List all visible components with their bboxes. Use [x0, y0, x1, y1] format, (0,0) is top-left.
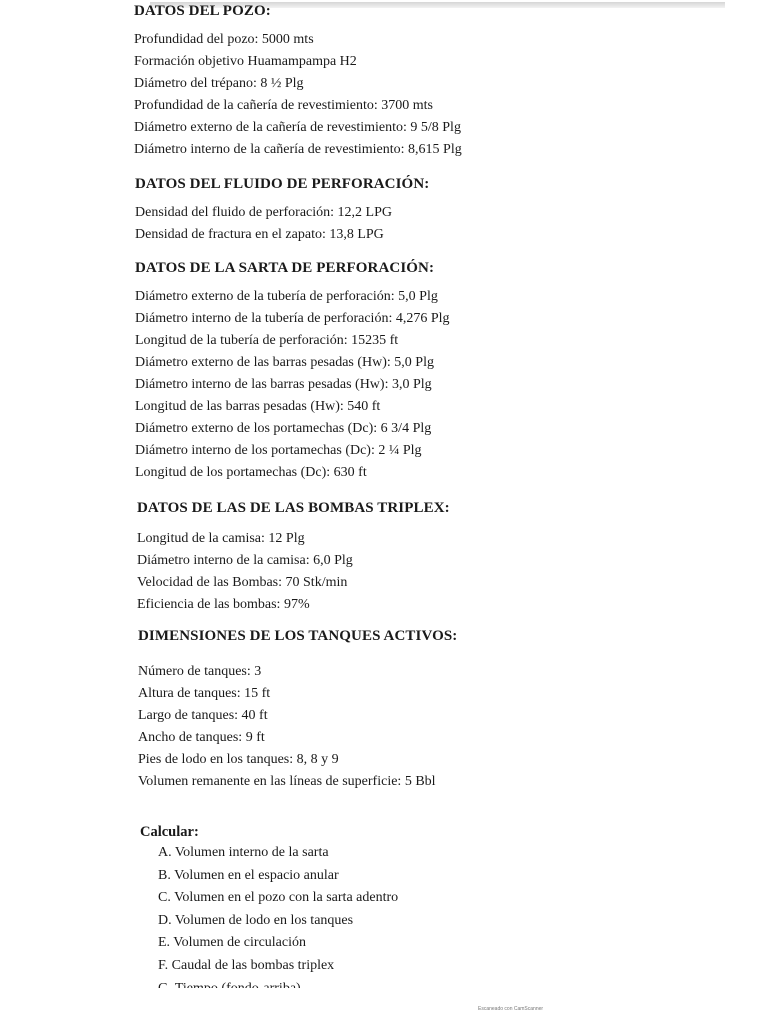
- text-line: Densidad del fluido de perforación: 12,2 LPG: [135, 205, 392, 220]
- text-line: Longitud de la tubería de perforación: 15235 ft: [135, 333, 399, 348]
- section-heading: DIMENSIONES DE LOS TANQUES ACTIVOS:: [138, 628, 458, 644]
- text-line: Diámetro del trépano: 8 ½ Plg: [134, 76, 304, 91]
- text-line: Diámetro interno de la tubería de perforación: 4,276 Plg: [135, 311, 450, 326]
- list-item: D. Volumen de lodo en los tanques: [158, 912, 354, 928]
- list-item: B. Volumen en el espacio anular: [158, 867, 339, 883]
- text-line: Diámetro externo de la cañería de revestimiento: 9 5/8 Plg: [134, 120, 461, 135]
- text-line: Volumen remanente en las líneas de superficie: 5 Bbl: [138, 774, 436, 789]
- scanner-watermark: Escaneado con CamScanner: [478, 1006, 544, 1012]
- section-tanques-activos: [138, 626, 457, 793]
- text-line: Largo de tanques: 40 ft: [138, 708, 268, 723]
- section-fluido-de-perforacion: [135, 174, 429, 246]
- section-sarta-de-perforacion: [135, 258, 450, 484]
- section-heading: DATOS DE LAS DE LAS BOMBAS TRIPLEX:: [137, 500, 450, 516]
- text-line: Longitud de los portamechas (Dc): 630 ft: [135, 465, 367, 480]
- text-line: Altura de tanques: 15 ft: [138, 686, 271, 701]
- text-line: Profundidad del pozo: 5000 mts: [134, 32, 314, 47]
- text-line: Diámetro interno de la cañería de revestimiento: 8,615 Plg: [134, 142, 462, 157]
- text-line: Densidad de fractura en el zapato: 13,8 LPG: [135, 227, 384, 242]
- section-heading: DATOS DE LA SARTA DE PERFORACIÓN:: [135, 260, 435, 276]
- text-line: Profundidad de la cañería de revestimiento: 3700 mts: [134, 98, 433, 113]
- text-line: Longitud de la camisa: 12 Plg: [137, 531, 305, 546]
- section-datos-del-pozo: [134, 1, 462, 161]
- section-heading: DATOS DEL FLUIDO DE PERFORACIÓN:: [135, 176, 430, 192]
- text-line: Ancho de tanques: 9 ft: [138, 730, 265, 745]
- list-item: F. Caudal de las bombas triplex: [158, 957, 335, 973]
- text-line: Número de tanques: 3: [138, 664, 262, 679]
- text-line: Longitud de las barras pesadas (Hw): 540 ft: [135, 399, 381, 414]
- text-line: Diámetro interno de la camisa: 6,0 Plg: [137, 553, 353, 568]
- text-line: Velocidad de las Bombas: 70 Stk/min: [137, 575, 348, 590]
- text-line: Formación objetivo Huamampampa H2: [134, 54, 357, 69]
- text-line: Diámetro externo de las barras pesadas (Hw): 5,0 Plg: [135, 355, 434, 370]
- text-line: Diámetro externo de la tubería de perforación: 5,0 Plg: [135, 289, 438, 304]
- page-crop-edge: [0, 988, 768, 998]
- text-line: Diámetro externo de los portamechas (Dc): 6 3/4 Plg: [135, 421, 432, 436]
- calcular-heading: Calcular:: [140, 823, 199, 840]
- calcular-list: [158, 842, 398, 1000]
- section-bombas-triplex: [137, 498, 450, 616]
- list-item: A. Volumen interno de la sarta: [158, 845, 329, 860]
- text-line: Diámetro interno de las barras pesadas (Hw): 3,0 Plg: [135, 377, 432, 392]
- text-line: Eficiencia de las bombas: 97%: [137, 597, 310, 612]
- list-item: C. Volumen en el pozo con la sarta adentro: [158, 890, 399, 906]
- list-item: E. Volumen de circulación: [158, 935, 306, 951]
- text-line: Diámetro interno de los portamechas (Dc): 2 ¼ Plg: [135, 443, 422, 458]
- text-line: Pies de lodo en los tanques: 8, 8 y 9: [138, 752, 339, 767]
- section-heading: DATOS DEL POZO:: [134, 3, 271, 19]
